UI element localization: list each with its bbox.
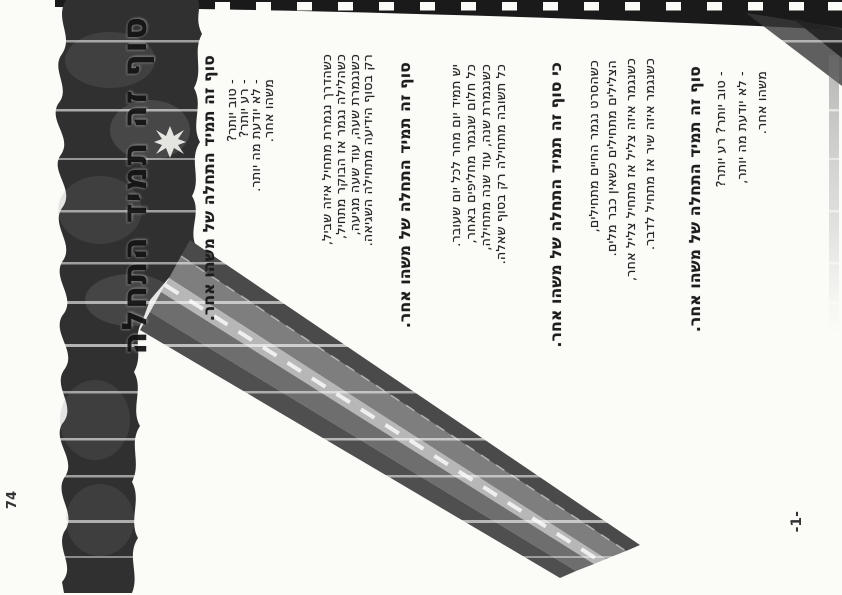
song-line-refrain-open: סוף זה תמיד התחלה של משהו אחר. bbox=[200, 55, 218, 322]
song-line-refrain-open: - לא יודעת מה יותר. bbox=[248, 79, 263, 192]
page-number-right: -1- bbox=[789, 511, 805, 533]
song-line-refrain-close: - לא יודעת מה יותר, bbox=[734, 71, 749, 184]
song-line-refrain-open: - טוב יותר? bbox=[224, 79, 239, 142]
song-line-refrain-close: - טוב יותר? רע יותר? bbox=[713, 71, 728, 188]
song-line-verse-3: כשנגמר איזה שיר אז מתחיל לדבר. bbox=[642, 58, 657, 251]
song-title: סוף זה תמיד התחלה bbox=[115, 16, 155, 355]
song-line-verse-1: כשהדרך נגמרת מתחיל איזה שביל, bbox=[319, 54, 334, 246]
song-line-refrain-open: - רע יותר? bbox=[236, 79, 251, 138]
page-number-left: 74 bbox=[5, 491, 20, 510]
song-line-refrain-close: משהו אחר. bbox=[754, 71, 769, 135]
song-line-refrain-ki: כי סוף זה תמיד התחלה של משהו אחר. bbox=[547, 62, 565, 348]
edge-smudge bbox=[829, 55, 839, 335]
song-line-verse-2: כשנגמרת שנה, עוד שנה מתחילה, bbox=[478, 64, 493, 251]
song-line-verse-1: רק בסוף הידיעה מתחילה השגיאה. bbox=[360, 54, 375, 247]
song-line-refrain-close: סוף זה תמיד התחלה של משהו אחר. bbox=[686, 66, 704, 333]
song-line-refrain-mid: סוף זה תמיד התחלה של משהו אחר. bbox=[396, 62, 414, 329]
song-line-verse-3: כשנגמר איזה צליל אז מתחיל צליל אחר, bbox=[623, 58, 638, 281]
song-line-verse-3: הצלילים מתחילים כשאין כבר מלים. bbox=[604, 60, 619, 257]
song-line-verse-1: כשהלילה נגמר אז הבוקר מתחיל, bbox=[333, 54, 348, 239]
song-line-refrain-open: משהו אחר. bbox=[261, 79, 276, 143]
song-line-verse-2: כל חלום שנגמר מחליפים באחר, bbox=[463, 64, 478, 244]
song-line-verse-2: יש תמיד יום מחר לכל יום שעובר. bbox=[448, 64, 463, 247]
song-line-verse-3: כשהסרט נגמר החיים מתחילים, bbox=[586, 60, 601, 233]
song-line-verse-1: כשנגמרת שעה, עוד שעה מגיעה, bbox=[347, 54, 362, 236]
song-line-verse-2: כל תשובה מתחילה רק בסוף שאלה. bbox=[493, 64, 508, 265]
